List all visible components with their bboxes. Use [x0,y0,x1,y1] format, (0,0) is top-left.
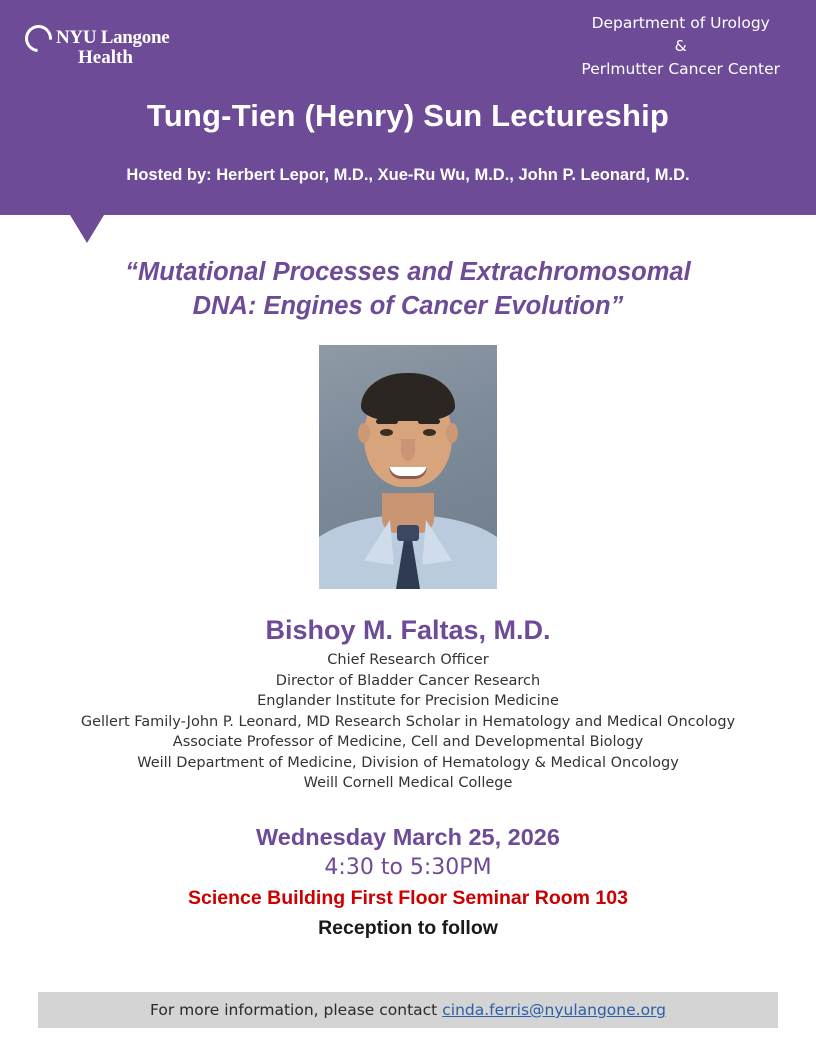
contact-email-link[interactable]: cinda.ferris@nyulangone.org [442,1001,666,1019]
department-line-2: & [674,37,687,55]
event-location: Science Building First Floor Seminar Room 103 [188,886,628,909]
speaker-title-line: Associate Professor of Medicine, Cell and Developmental Biology [172,734,644,750]
speaker-title-line: Weill Department of Medicine, Division of Hematology & Medical Oncology [137,754,679,771]
speaker-title-line: Weill Cornell Medical College [303,775,513,791]
torch-icon [19,19,57,57]
speaker-title-line: Chief Research Officer [327,652,489,668]
contact-footer [38,992,778,1028]
department-line-1: Department of Urology [591,14,770,32]
speaker-titles [0,650,816,794]
triangle-pointer-icon [70,215,104,243]
portrait-image [319,345,497,589]
portrait-ear-left [358,423,370,443]
event-details [0,822,816,943]
event-reception-note: Reception to follow [318,916,498,939]
talk-title-line-1: “Mutational Processes and Extrachromosomal [125,258,691,286]
portrait-eyebrow-right [418,419,440,424]
lectureship-title: Tung-Tien (Henry) Sun Lectureship [146,98,670,133]
portrait-collar-left [364,517,400,565]
department-line-3: Perlmutter Cancer Center [581,60,780,78]
contact-text: For more information, please contact [149,1001,438,1019]
logo-line-2: Health [78,47,133,68]
talk-title [58,255,758,323]
portrait-eye-right [423,429,436,436]
portrait-eyebrow-left [376,419,398,424]
speaker-title-line: Gellert Family-John P. Leonard, MD Research Scholar in Hematology and Medical Oncology [80,713,736,730]
portrait-collar-right [416,517,452,565]
department-heading [581,12,780,81]
portrait-mouth [389,467,427,479]
event-date: Wednesday March 25, 2026 [256,823,560,850]
nyu-langone-health-logo [26,28,196,82]
hosted-by-line: Hosted by: Herbert Lepor, M.D., Xue-Ru Wu, M.D., John P. Leonard, M.D. [126,166,690,184]
event-time: 4:30 to 5:30PM [324,854,492,880]
speaker-title-line: Director of Bladder Cancer Research [275,672,541,689]
header-band [0,0,816,215]
portrait-eye-left [380,429,393,436]
speaker-name: Bishoy M. Faltas, M.D. [265,615,551,645]
speaker-title-line: Englander Institute for Precision Medicine [257,693,559,709]
portrait-hair [361,373,455,421]
portrait-necktie-knot [397,525,419,541]
talk-title-line-2: DNA: Engines of Cancer Evolution” [192,292,624,320]
portrait-ear-right [446,423,458,443]
speaker-photo [319,345,497,589]
portrait-nose [401,439,415,461]
logo-line-1: NYU Langone [56,27,170,48]
